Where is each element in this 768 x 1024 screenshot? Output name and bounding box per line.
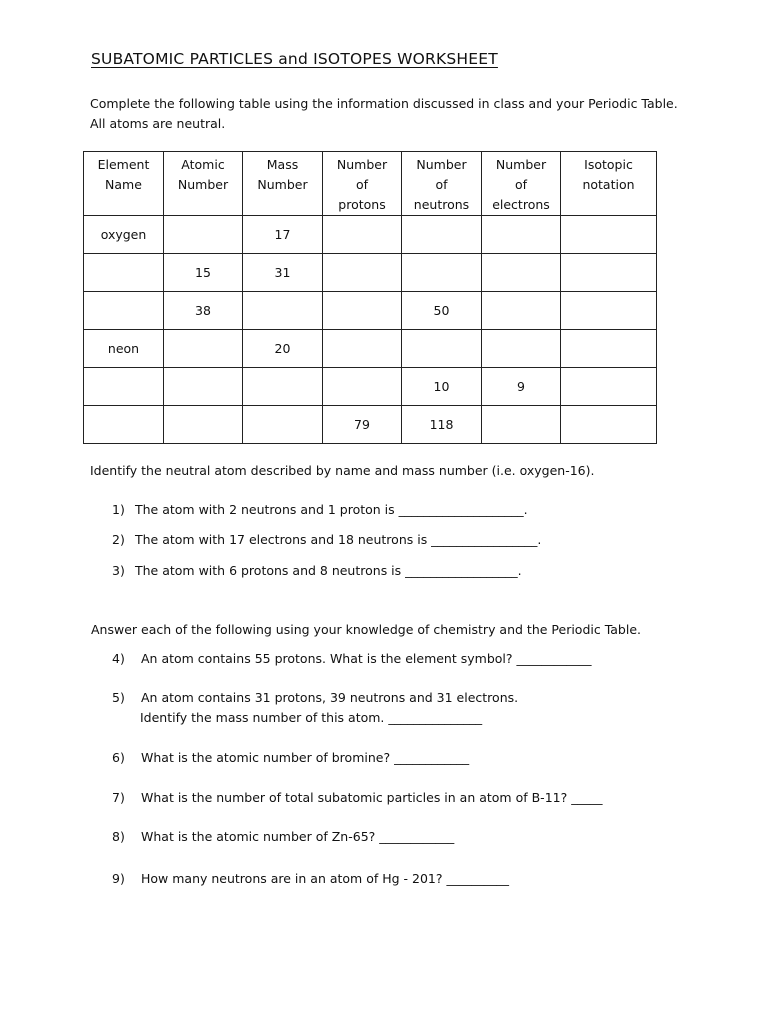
- question-number: 2): [112, 532, 125, 547]
- question-text[interactable]: How many neutrons are in an atom of Hg - 201? __________: [141, 871, 509, 886]
- question-number: 4): [112, 651, 125, 666]
- cell-mass-number[interactable]: 17: [243, 216, 323, 254]
- question-text[interactable]: The atom with 6 protons and 8 neutrons is __________________.: [135, 563, 522, 578]
- cell-isotopic-notation[interactable]: [561, 216, 657, 254]
- cell-element-name[interactable]: [84, 368, 164, 406]
- question-text[interactable]: What is the atomic number of Zn-65? ____________: [141, 829, 455, 844]
- question-number: 8): [112, 829, 125, 844]
- cell-atomic-number[interactable]: [164, 216, 243, 254]
- cell-electrons[interactable]: [482, 216, 561, 254]
- cell-element-name[interactable]: [84, 292, 164, 330]
- question-7: [112, 790, 603, 805]
- cell-atomic-number[interactable]: [164, 406, 243, 444]
- header-number-of-protons: Number of protons: [323, 152, 402, 216]
- intro-instructions: Complete the following table using the information discussed in class and your Periodic Table. All atoms are neutral.: [90, 96, 678, 131]
- question-number: 1): [112, 502, 125, 517]
- cell-protons[interactable]: [323, 292, 402, 330]
- cell-electrons[interactable]: 9: [482, 368, 561, 406]
- table-row: [84, 368, 657, 406]
- question-3: [112, 563, 522, 578]
- header-atomic-number: Atomic Number: [164, 152, 243, 216]
- cell-mass-number[interactable]: 31: [243, 254, 323, 292]
- table-row: [84, 406, 657, 444]
- cell-atomic-number[interactable]: [164, 330, 243, 368]
- table-header-row: [84, 152, 657, 216]
- question-number: 6): [112, 750, 125, 765]
- cell-protons[interactable]: [323, 216, 402, 254]
- section2-instruction: Answer each of the following using your knowledge of chemistry and the Periodic Table.: [91, 622, 642, 637]
- cell-protons[interactable]: [323, 368, 402, 406]
- cell-isotopic-notation[interactable]: [561, 368, 657, 406]
- table-row: [84, 254, 657, 292]
- cell-mass-number[interactable]: [243, 368, 323, 406]
- section1-instruction: Identify the neutral atom described by name and mass number (i.e. oxygen-16).: [90, 463, 595, 478]
- question-number: 7): [112, 790, 125, 805]
- question-number: 5): [112, 690, 125, 705]
- question-9: [112, 871, 509, 886]
- cell-protons[interactable]: [323, 254, 402, 292]
- question-text[interactable]: The atom with 2 neutrons and 1 proton is ____________________.: [135, 502, 528, 517]
- cell-protons[interactable]: 79: [323, 406, 402, 444]
- cell-element-name[interactable]: [84, 406, 164, 444]
- header-element-name: Element Name: [84, 152, 164, 216]
- cell-isotopic-notation[interactable]: [561, 292, 657, 330]
- header-mass-number: Mass Number: [243, 152, 323, 216]
- cell-neutrons[interactable]: 50: [402, 292, 482, 330]
- question-text[interactable]: An atom contains 55 protons. What is the element symbol? ____________: [141, 651, 592, 666]
- question-number: 3): [112, 563, 125, 578]
- cell-isotopic-notation[interactable]: [561, 254, 657, 292]
- cell-protons[interactable]: [323, 330, 402, 368]
- cell-neutrons[interactable]: [402, 330, 482, 368]
- question-2: [112, 532, 542, 547]
- table-row: [84, 292, 657, 330]
- header-isotopic-notation: Isotopic notation: [561, 152, 657, 216]
- cell-electrons[interactable]: [482, 292, 561, 330]
- particles-table: [83, 151, 657, 444]
- question-text-continued[interactable]: Identify the mass number of this atom. _______________: [140, 710, 483, 725]
- table-row: [84, 330, 657, 368]
- cell-electrons[interactable]: [482, 330, 561, 368]
- question-1: [112, 502, 528, 517]
- cell-neutrons[interactable]: 118: [402, 406, 482, 444]
- cell-electrons[interactable]: [482, 406, 561, 444]
- question-5: [112, 690, 519, 725]
- header-number-of-electrons: Number of electrons: [482, 152, 561, 216]
- cell-neutrons[interactable]: 10: [402, 368, 482, 406]
- question-4: [112, 651, 592, 666]
- cell-isotopic-notation[interactable]: [561, 406, 657, 444]
- cell-atomic-number[interactable]: [164, 368, 243, 406]
- question-text[interactable]: What is the number of total subatomic particles in an atom of B-11? _____: [141, 790, 603, 805]
- cell-atomic-number[interactable]: 38: [164, 292, 243, 330]
- cell-mass-number[interactable]: [243, 292, 323, 330]
- cell-element-name[interactable]: oxygen: [84, 216, 164, 254]
- cell-neutrons[interactable]: [402, 254, 482, 292]
- cell-element-name[interactable]: neon: [84, 330, 164, 368]
- question-number: 9): [112, 871, 125, 886]
- worksheet-title: SUBATOMIC PARTICLES and ISOTOPES WORKSHEET: [91, 50, 498, 68]
- question-text: An atom contains 31 protons, 39 neutrons and 31 electrons.: [141, 690, 519, 705]
- question-text[interactable]: The atom with 17 electrons and 18 neutrons is _________________.: [135, 532, 542, 547]
- cell-atomic-number[interactable]: 15: [164, 254, 243, 292]
- cell-electrons[interactable]: [482, 254, 561, 292]
- cell-mass-number[interactable]: 20: [243, 330, 323, 368]
- question-6: [112, 750, 470, 765]
- cell-isotopic-notation[interactable]: [561, 330, 657, 368]
- cell-mass-number[interactable]: [243, 406, 323, 444]
- question-8: [112, 829, 455, 844]
- table-row: [84, 216, 657, 254]
- cell-element-name[interactable]: [84, 254, 164, 292]
- cell-neutrons[interactable]: [402, 216, 482, 254]
- header-number-of-neutrons: Number of neutrons: [402, 152, 482, 216]
- question-text[interactable]: What is the atomic number of bromine? ____________: [141, 750, 470, 765]
